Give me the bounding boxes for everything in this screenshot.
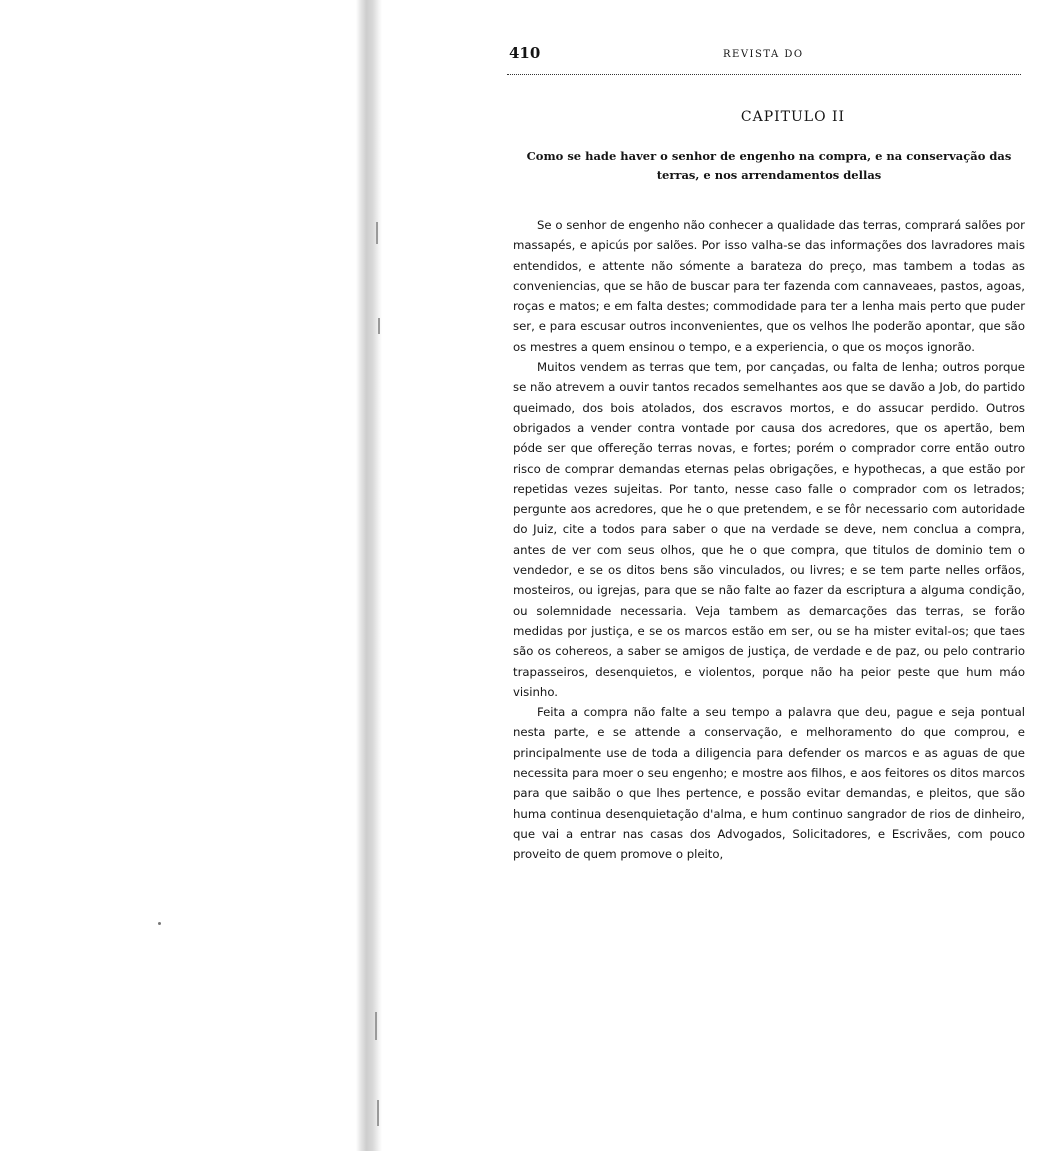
running-title: REVISTA DO: [723, 49, 804, 60]
page-speck: [158, 922, 161, 925]
header-rule: [507, 74, 1021, 75]
paragraph: Muitos vendem as terras que tem, por cançadas, ou falta de lenha; outros porque se não atrevem a ouvir tantos recados semelhantes aos que se davão a Job, do partido queimado, dos bois atolados, dos escravos mortos, e do assucar perdido. Outros obrigados a vender contra vontade por causa dos acredores, que os apertão, bem póde ser que offereção terras novas, e fortes; porém o comprador corre então outro risco de comprar demandas eternas pelas obrigações, e hypothecas, a que estão por repetidas vezes sujeitas. Por tanto, nesse caso falle o comprador com os letrados; pergunte aos acredores, que he o que pretendem, e se fôr necessario com autoridade do Juiz, cite a todos para saber o que na verdade se deve, nem conclua a compra, antes de ver com seus olhos, que he o que compra, que titulos de dominio tem o vendedor, e se os ditos bens são vinculados, ou livres; e se tem parte nelles orfãos, mosteiros, ou igrejas, para que se não falte ao fazer da escriptura a alguma condição, ou solemnidade necessaria. Veja tambem as demarcações das terras, se forão medidas por justiça, e se os marcos estão em ser, ou se ha mister evital-os; que taes são os cohereos, a saber se amigos de justiça, de verdade e de paz, ou pelo contrario trapasseiros, desenquietos, e violentos, porque não ha peior peste que hum máo visinho.: [513, 360, 1025, 699]
body-text: [505, 215, 1025, 865]
book-spine-shadow: [356, 0, 382, 1151]
left-page-margin: [0, 0, 500, 1151]
book-page: [505, 40, 1031, 865]
chapter-title: CAPITULO II: [740, 109, 846, 125]
paragraph: Feita a compra não falte a seu tempo a palavra que deu, pague e seja pontual nesta parte, e se attende a conservação, e melhoramento do que comprou, e principalmente use de toda a diligencia para defender os marcos e as aguas de que necessita para moer o seu engenho; e mostre aos filhos, e aos feitores os ditos marcos para que saibão o que lhes pertence, e possão evitar demandas, e pleitos, que são huma continua desenquietação d'alma, e hum continuo sangrador de rios de dinheiro, que vai a entrar nas casas dos Advogados, Solicitadores, e Escrivães, com pouco proveito de quem promove o pleito,: [513, 705, 1025, 862]
spine-mark: [376, 222, 378, 244]
chapter-subtitle: Como se hade haver o senhor de engenho na compra, e na conservação das terras, e nos arrendamentos dellas: [526, 149, 1012, 182]
spine-mark: [375, 1012, 377, 1040]
page-number: 410: [509, 44, 541, 62]
spine-mark: [377, 1100, 379, 1126]
paragraph: Se o senhor de engenho não conhecer a qualidade das terras, comprará salões por massapés, e apicús por salões. Por isso valha-se das informações dos lavradores mais entendidos, e attente não sómente a barateza do preço, mas tambem a todas as conveniencias, que se hão de buscar para ter fazenda com cannaveaes, pastos, agoas, roças e matos; e em falta destes; commodidade para ter a lenha mais perto que puder ser, e para escusar outros inconvenientes, que os velhos lhe poderão apontar, que são os mestres a quem ensinou o tempo, e a experiencia, o que os moços ignorão.: [513, 218, 1025, 354]
running-header: [505, 40, 1031, 68]
spine-mark: [378, 318, 380, 334]
